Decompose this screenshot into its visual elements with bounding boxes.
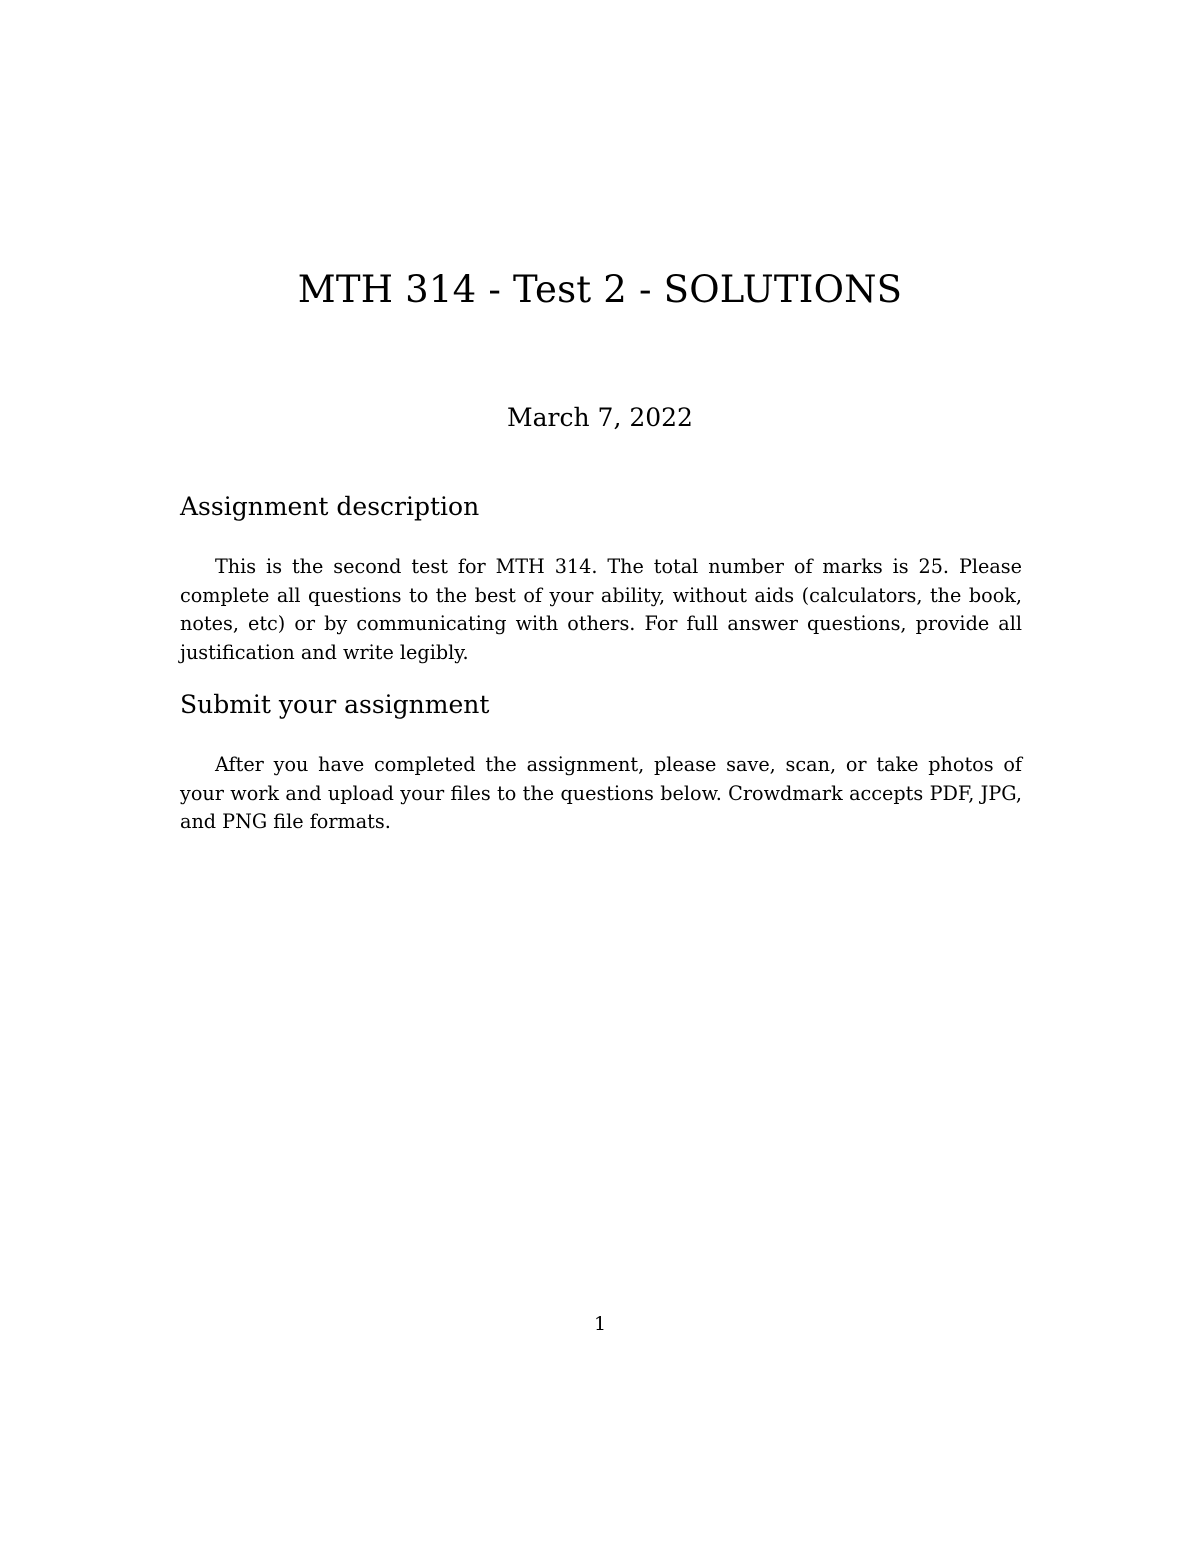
document-title: MTH 314 - Test 2 - SOLUTIONS — [297, 268, 903, 311]
section-heading-assignment-description: Assignment description — [180, 492, 480, 521]
page-number: 1 — [593, 1313, 607, 1335]
section-body-assignment-description: This is the second test for MTH 314. The total number of marks is 25. Please complete all questions to the best of your ability, without aids (calculators, the book, notes, etc) or by communicating with others. For full answer questions, provide all justification and write legibly. — [180, 555, 1022, 665]
section-body-submit-assignment: After you have completed the assignment, please save, scan, or take photos of your work and upload your files to the questions below. Crowdmark accepts PDF, JPG, and PNG file formats. — [180, 753, 1022, 834]
section-heading-submit-assignment: Submit your assignment — [180, 690, 490, 719]
document-date: March 7, 2022 — [507, 403, 693, 432]
